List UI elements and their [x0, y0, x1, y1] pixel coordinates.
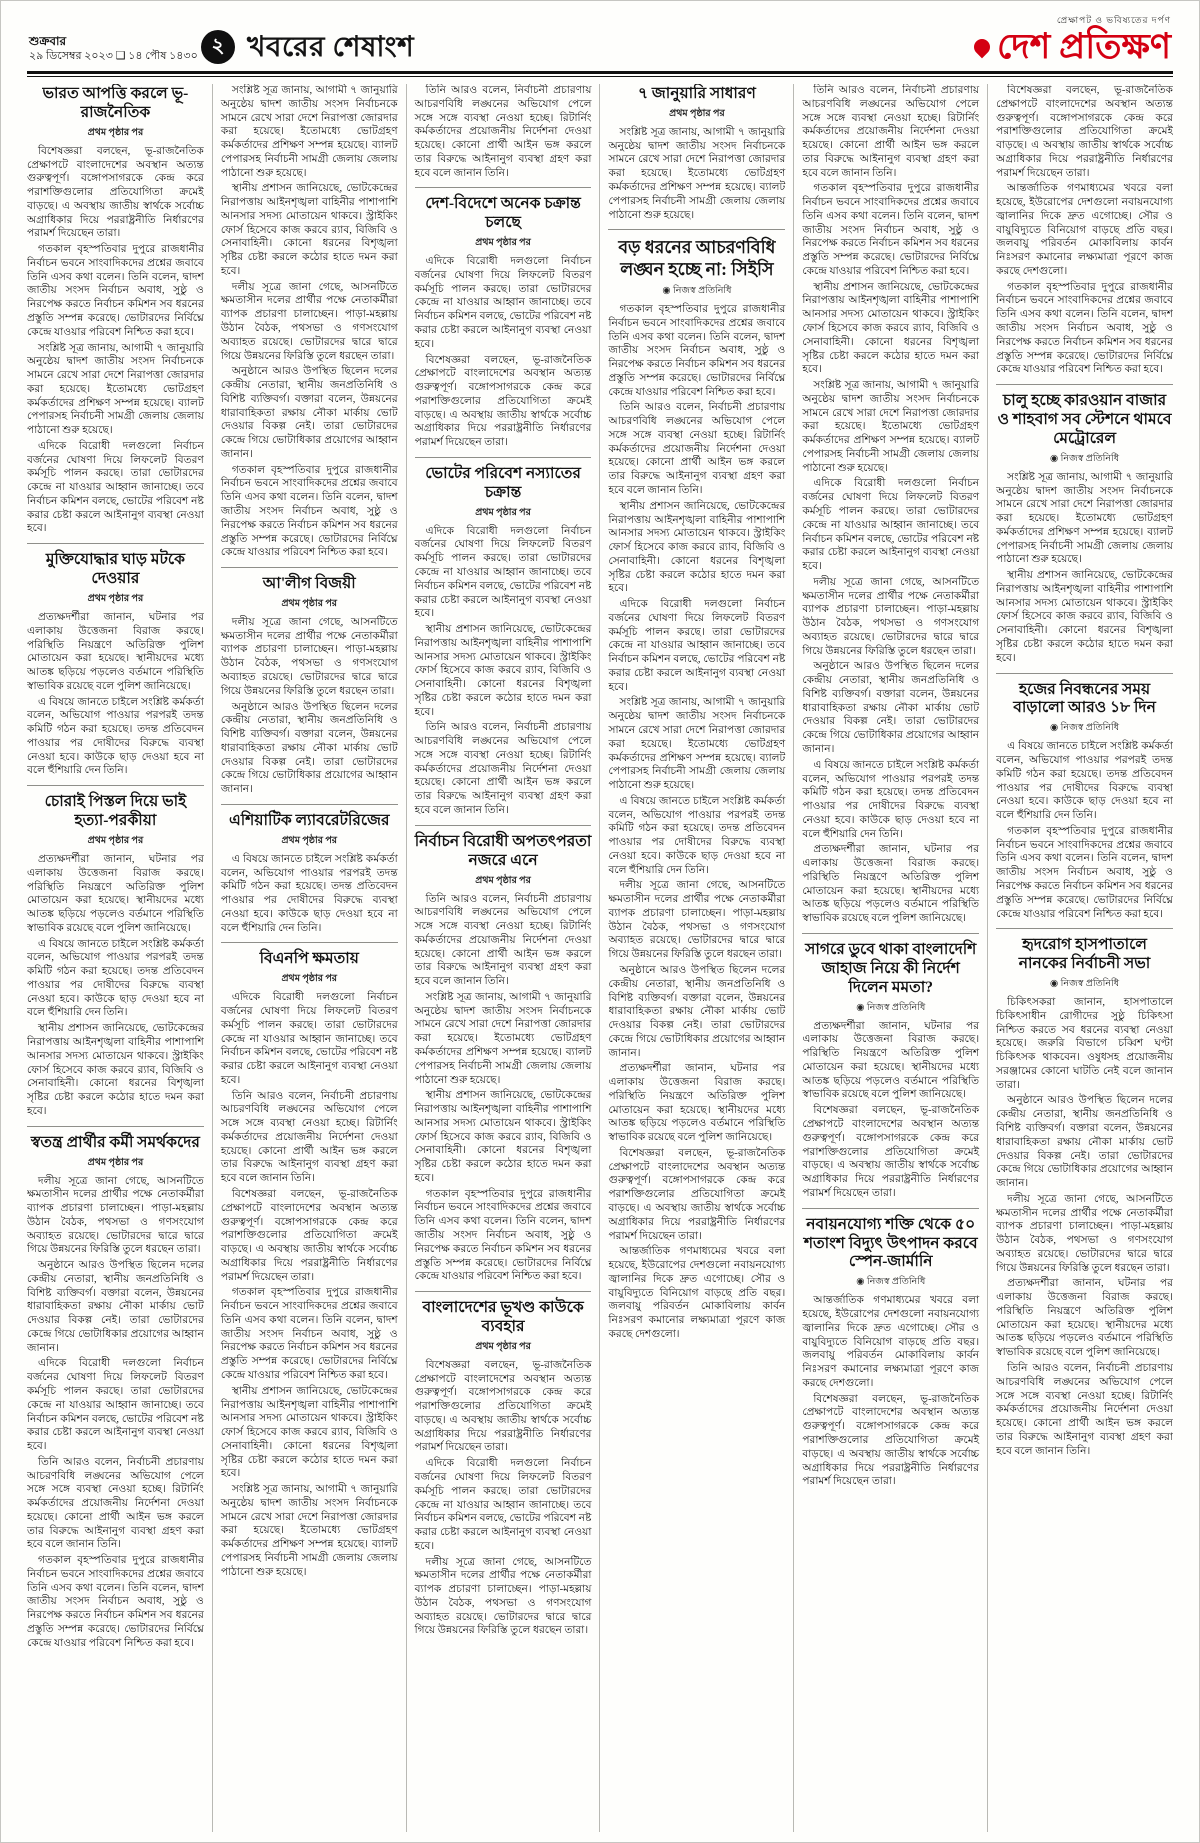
body-paragraph: তিনি আরও বলেন, নির্বাচনী প্রচারণায় আচরণবিধি লঙ্ঘনের অভিযোগ পেলে সঙ্গে সঙ্গে ব্যবস্থা নেওয়া হচ্ছে। রিটার্নিং কর্মকর্তাদের প্রয়োজনীয় নির্দেশনা দেওয়া হয়েছে। কোনো প্রার্থী আইন ভঙ্গ করলে তার বিরুদ্ধে আইনানুগ ব্যবস্থা গ্রহণ করা হবে বলে জানান তিনি।	[608, 402, 786, 496]
body-paragraph: চিকিৎসকরা জানান, হাসপাতালে চিকিৎসাধীন রোগীদের সুষ্ঠু চিকিৎসা নিশ্চিত করতে সব ধরনের ব্যবস্থা নেওয়া হয়েছে। জরুরি বিভাগে চব্বিশ ঘণ্টা চিকিৎসক থাকবেন। ওষুধসহ প্রয়োজনীয় সরঞ্জামের কোনো ঘাটতি নেই বলে জানান তারা।	[996, 997, 1173, 1091]
article	[608, 85, 785, 222]
column-5	[794, 84, 988, 1832]
body-paragraph: অনুষ্ঠানে আরও উপস্থিত ছিলেন দলের কেন্দ্রীয় নেতারা, স্থানীয় জনপ্রতিনিধি ও বিশিষ্ট ব্যক্তিবর্গ। বক্তারা বলেন, উন্নয়নের ধারাবাহিকতা রক্ষায় নৌকা মার্কায় ভোট দেওয়ার বিকল্প নেই। তারা ভোটারদের কেন্দ্রে গিয়ে ভোটাধিকার প্রয়োগের আহ্বান জানান।	[802, 661, 980, 755]
body-paragraph: দলীয় সূত্রে জানা গেছে, আসনটিতে ক্ষমতাসীন দলের প্রার্থীর পক্ষে নেতাকর্মীরা ব্যাপক প্রচারণা চালাচ্ছেন। পাড়া-মহল্লায় উঠান বৈঠক, পথসভা ও গণসংযোগ অব্যাহত রয়েছে। ভোটারদের দ্বারে দ্বারে গিয়ে উন্নয়নের ফিরিস্তি তুলে ধরছেন তারা।	[996, 1193, 1173, 1274]
body-paragraph: স্থানীয় প্রশাসন জানিয়েছে, ভোটকেন্দ্রের নিরাপত্তায় আইনশৃঙ্খলা বাহিনীর পাশাপাশি আনসার সদস্য মোতায়েন থাকবে। স্ট্রাইকিং ফোর্স হিসেবে কাজ করবে র‍্যাব, বিজিবি ও সেনাবাহিনী। কোনো ধরনের বিশৃঙ্খলা সৃষ্টির চেষ্টা করলে কঠোর হাতে দমন করা হবে।	[802, 281, 980, 376]
body-paragraph: সংশ্লিষ্ট সূত্র জানায়, আগামী ৭ জানুয়ারি অনুষ্ঠেয় দ্বাদশ জাতীয় সংসদ নির্বাচনকে সামনে রেখে সারা দেশে নিরাপত্তা জোরদার করা হয়েছে। ইতোমধ্যে ভোটগ্রহণ কর্মকর্তাদের প্রশিক্ষণ সম্পন্ন হয়েছে। ব্যালট পেপারসহ নির্বাচনী সামগ্রী জেলায় জেলায় পাঠানো শুরু হয়েছে।	[414, 991, 592, 1086]
body-paragraph: অনুষ্ঠানে আরও উপস্থিত ছিলেন দলের কেন্দ্রীয় নেতারা, স্থানীয় জনপ্রতিনিধি ও বিশিষ্ট ব্যক্তিবর্গ। বক্তারা বলেন, উন্নয়নের ধারাবাহিকতা রক্ষায় নৌকা মার্কায় ভোট দেওয়ার বিকল্প নেই। তারা ভোটারদের কেন্দ্রে গিয়ে ভোটাধিকার প্রয়োগের আহ্বান জানান।	[220, 701, 398, 796]
reporter-byline: ◉ নিজস্ব প্রতিনিধি	[662, 286, 732, 297]
article	[415, 187, 592, 450]
article-headline: আ'লীগ বিজয়ী	[262, 575, 356, 593]
body-paragraph: গতকাল বৃহস্পতিবার দুপুরে রাজধানীর নির্বাচন ভবনে সাংবাদিকদের প্রশ্নের জবাবে তিনি এসব কথা বলেন। তিনি বলেন, দ্বাদশ জাতীয় সংসদ নির্বাচন অবাধ, সুষ্ঠু ও নিরপেক্ষ করতে নির্বাচন কমিশন সব ধরনের প্রস্তুতি সম্পন্ন করেছে। ভোটারদের নির্বিঘ্নে কেন্দ্রে যাওয়ার পরিবেশ নিশ্চিত করা হবে।	[608, 304, 786, 398]
body-paragraph: বিশেষজ্ঞরা বলছেন, ভূ-রাজনৈতিক প্রেক্ষাপটে বাংলাদেশের অবস্থান অত্যন্ত গুরুত্বপূর্ণ। বঙ্গোপসাগরকে কেন্দ্র করে পরাশক্তিগুলোর প্রতিযোগিতা ক্রমেই বাড়ছে। এ অবস্থায় জাতীয় স্বার্থকে সর্বোচ্চ অগ্রাধিকার দিয়ে পররাষ্ট্রনীতি নির্ধারণের পরামর্শ দিয়েছেন তারা।	[414, 354, 592, 449]
body-paragraph: দলীয় সূত্রে জানা গেছে, আসনটিতে ক্ষমতাসীন দলের প্রার্থীর পক্ষে নেতাকর্মীরা ব্যাপক প্রচারণা চালাচ্ছেন। পাড়া-মহল্লায় উঠান বৈঠক, পথসভা ও গণসংযোগ অব্যাহত রয়েছে। ভোটারদের দ্বারে দ্বারে গিয়ে উন্নয়নের ফিরিস্তি তুলে ধরছেন তারা।	[220, 281, 398, 362]
page-number-badge: ২	[201, 30, 235, 64]
body-paragraph: বিশেষজ্ঞরা বলছেন, ভূ-রাজনৈতিক প্রেক্ষাপটে বাংলাদেশের অবস্থান অত্যন্ত গুরুত্বপূর্ণ। বঙ্গোপসাগরকে কেন্দ্র করে পরাশক্তিগুলোর প্রতিযোগিতা ক্রমেই বাড়ছে। এ অবস্থায় জাতীয় স্বার্থকে সর্বোচ্চ অগ্রাধিকার দিয়ে পররাষ্ট্রনীতি নির্ধারণের পরামর্শ দিয়েছেন তারা।	[996, 85, 1173, 179]
body-paragraph: সংশ্লিষ্ট সূত্র জানায়, আগামী ৭ জানুয়ারি অনুষ্ঠেয় দ্বাদশ জাতীয় সংসদ নির্বাচনকে সামনে রেখে সারা দেশে নিরাপত্তা জোরদার করা হয়েছে। ইতোমধ্যে ভোটগ্রহণ কর্মকর্তাদের প্রশিক্ষণ সম্পন্ন হয়েছে। ব্যালট পেপারসহ নির্বাচনী সামগ্রী জেলায় জেলায় পাঠানো শুরু হয়েছে।	[608, 697, 786, 792]
continuation-note: প্রথম পৃষ্ঠার পর	[87, 1157, 144, 1168]
body-paragraph: অনুষ্ঠানে আরও উপস্থিত ছিলেন দলের কেন্দ্রীয় নেতারা, স্থানীয় জনপ্রতিনিধি ও বিশিষ্ট ব্যক্তিবর্গ। বক্তারা বলেন, উন্নয়নের ধারাবাহিকতা রক্ষায় নৌকা মার্কায় ভোট দেওয়ার বিকল্প নেই। তারা ভোটারদের কেন্দ্রে গিয়ে ভোটাধিকার প্রয়োগের আহ্বান জানান।	[996, 1095, 1173, 1190]
body-paragraph: তিনি আরও বলেন, নির্বাচনী প্রচারণায় আচরণবিধি লঙ্ঘনের অভিযোগ পেলে সঙ্গে সঙ্গে ব্যবস্থা নেওয়া হচ্ছে। রিটার্নিং কর্মকর্তাদের প্রয়োজনীয় নির্দেশনা দেওয়া হয়েছে। কোনো প্রার্থী আইন ভঙ্গ করলে তার বিরুদ্ধে আইনানুগ ব্যবস্থা গ্রহণ করা হবে বলে জানান তিনি।	[996, 1363, 1173, 1457]
article	[802, 84, 979, 926]
body-paragraph: প্রত্যক্ষদর্শীরা জানান, ঘটনার পর এলাকায় উত্তেজনা বিরাজ করছে। পরিস্থিতি নিয়ন্ত্রণে অতিরিক্ত পুলিশ মোতায়েন করা হয়েছে। স্থানীয়দের মধ্যে আতঙ্ক ছড়িয়ে পড়লেও বর্তমানে পরিস্থিতি স্বাভাবিক রয়েছে বলে পুলিশ জানিয়েছে।	[802, 1020, 980, 1101]
body-paragraph: বিশেষজ্ঞরা বলছেন, ভূ-রাজনৈতিক প্রেক্ষাপটে বাংলাদেশের অবস্থান অত্যন্ত গুরুত্বপূর্ণ। বঙ্গোপসাগরকে কেন্দ্র করে পরাশক্তিগুলোর প্রতিযোগিতা ক্রমেই বাড়ছে। এ অবস্থায় জাতীয় স্বার্থকে সর্বোচ্চ অগ্রাধিকার দিয়ে পররাষ্ট্রনীতি নির্ধারণের পরামর্শ দিয়েছেন তারা।	[802, 1393, 980, 1488]
article	[415, 84, 592, 180]
continuation-note: প্রথম পৃষ্ঠার পর	[475, 875, 531, 886]
body-paragraph: এ বিষয়ে জানতে চাইলে সংশ্লিষ্ট কর্মকর্তা বলেন, অভিযোগ পাওয়ার পরপরই তদন্ত কমিটি গঠন করা হয়েছে। তদন্ত প্রতিবেদন পাওয়ার পর দোষীদের বিরুদ্ধে ব্যবস্থা নেওয়া হবে। কাউকে ছাড় দেওয়া হবে না বলে হুঁশিয়ারি দেন তিনি।	[220, 853, 398, 934]
reporter-byline: ◉ নিজস্ব প্রতিনিধি	[1050, 979, 1120, 990]
continuation-note: প্রথম পৃষ্ঠার পর	[281, 974, 338, 985]
brand-block	[974, 13, 1171, 64]
columns	[27, 84, 1173, 1832]
article	[221, 804, 398, 936]
body-paragraph: তিনি আরও বলেন, নির্বাচনী প্রচারণায় আচরণবিধি লঙ্ঘনের অভিযোগ পেলে সঙ্গে সঙ্গে ব্যবস্থা নেওয়া হচ্ছে। রিটার্নিং কর্মকর্তাদের প্রয়োজনীয় নির্দেশনা দেওয়া হয়েছে। কোনো প্রার্থী আইন ভঙ্গ করলে তার বিরুদ্ধে আইনানুগ ব্যবস্থা গ্রহণ করা হবে বলে জানান তিনি।	[414, 85, 592, 179]
body-paragraph: তিনি আরও বলেন, নির্বাচনী প্রচারণায় আচরণবিধি লঙ্ঘনের অভিযোগ পেলে সঙ্গে সঙ্গে ব্যবস্থা নেওয়া হচ্ছে। রিটার্নিং কর্মকর্তাদের প্রয়োজনীয় নির্দেশনা দেওয়া হয়েছে। কোনো প্রার্থী আইন ভঙ্গ করলে তার বিরুদ্ধে আইনানুগ ব্যবস্থা গ্রহণ করা হবে বলে জানান তিনি।	[27, 1456, 204, 1551]
column-3	[407, 84, 601, 1832]
body-paragraph: এ বিষয়ে জানতে চাইলে সংশ্লিষ্ট কর্মকর্তা বলেন, অভিযোগ পাওয়ার পরপরই তদন্ত কমিটি গঠন করা হয়েছে। তদন্ত প্রতিবেদন পাওয়ার পর দোষীদের বিরুদ্ধে ব্যবস্থা নেওয়া হবে। কাউকে ছাড় দেওয়া হবে না বলে হুঁশিয়ারি দেন তিনি।	[802, 759, 980, 840]
body-paragraph: বিশেষজ্ঞরা বলছেন, ভূ-রাজনৈতিক প্রেক্ষাপটে বাংলাদেশের অবস্থান অত্যন্ত গুরুত্বপূর্ণ। বঙ্গোপসাগরকে কেন্দ্র করে পরাশক্তিগুলোর প্রতিযোগিতা ক্রমেই বাড়ছে। এ অবস্থায় জাতীয় স্বার্থকে সর্বোচ্চ অগ্রাধিকার দিয়ে পররাষ্ট্রনীতি নির্ধারণের পরামর্শ দিয়েছেন তারা।	[608, 1147, 786, 1242]
article	[996, 928, 1173, 1458]
body-paragraph: প্রত্যক্ষদর্শীরা জানান, ঘটনার পর এলাকায় উত্তেজনা বিরাজ করছে। পরিস্থিতি নিয়ন্ত্রণে অতিরিক্ত পুলিশ মোতায়েন করা হয়েছে। স্থানীয়দের মধ্যে আতঙ্ক ছড়িয়ে পড়লেও বর্তমানে পরিস্থিতি স্বাভাবিক রয়েছে বলে পুলিশ জানিয়েছে।	[996, 1278, 1173, 1359]
reporter-byline: ◉ নিজস্ব প্রতিনিধি	[1050, 723, 1120, 734]
body-paragraph: অনুষ্ঠানে আরও উপস্থিত ছিলেন দলের কেন্দ্রীয় নেতারা, স্থানীয় জনপ্রতিনিধি ও বিশিষ্ট ব্যক্তিবর্গ। বক্তারা বলেন, উন্নয়নের ধারাবাহিকতা রক্ষায় নৌকা মার্কায় ভোট দেওয়ার বিকল্প নেই। তারা ভোটারদের কেন্দ্রে গিয়ে ভোটাধিকার প্রয়োগের আহ্বান জানান।	[608, 965, 786, 1059]
body-paragraph: সংশ্লিষ্ট সূত্র জানায়, আগামী ৭ জানুয়ারি অনুষ্ঠেয় দ্বাদশ জাতীয় সংসদ নির্বাচনকে সামনে রেখে সারা দেশে নিরাপত্তা জোরদার করা হয়েছে। ইতোমধ্যে ভোটগ্রহণ কর্মকর্তাদের প্রশিক্ষণ সম্পন্ন হয়েছে। ব্যালট পেপারসহ নির্বাচনী সামগ্রী জেলায় জেলায় পাঠানো শুরু হয়েছে।	[220, 85, 398, 179]
weekday-label: শুক্রবার	[29, 33, 67, 48]
body-paragraph: স্থানীয় প্রশাসন জানিয়েছে, ভোটকেন্দ্রের নিরাপত্তায় আইনশৃঙ্খলা বাহিনীর পাশাপাশি আনসার সদস্য মোতায়েন থাকবে। স্ট্রাইকিং ফোর্স হিসেবে কাজ করবে র‍্যাব, বিজিবি ও সেনাবাহিনী। কোনো ধরনের বিশৃঙ্খলা সৃষ্টির চেষ্টা করলে কঠোর হাতে দমন করা হবে।	[27, 1023, 204, 1117]
body-paragraph: গতকাল বৃহস্পতিবার দুপুরে রাজধানীর নির্বাচন ভবনে সাংবাদিকদের প্রশ্নের জবাবে তিনি এসব কথা বলেন। তিনি বলেন, দ্বাদশ জাতীয় সংসদ নির্বাচন অবাধ, সুষ্ঠু ও নিরপেক্ষ করতে নির্বাচন কমিশন সব ধরনের প্রস্তুতি সম্পন্ন করেছে। ভোটারদের নির্বিঘ্নে কেন্দ্রে যাওয়ার পরিবেশ নিশ্চিত করা হবে।	[414, 1188, 592, 1283]
continuation-note: প্রথম পৃষ্ঠার পর	[87, 594, 144, 605]
body-paragraph: স্থানীয় প্রশাসন জানিয়েছে, ভোটকেন্দ্রের নিরাপত্তায় আইনশৃঙ্খলা বাহিনীর পাশাপাশি আনসার সদস্য মোতায়েন থাকবে। স্ট্রাইকিং ফোর্স হিসেবে কাজ করবে র‍্যাব, বিজিবি ও সেনাবাহিনী। কোনো ধরনের বিশৃঙ্খলা সৃষ্টির চেষ্টা করলে কঠোর হাতে দমন করা হবে।	[414, 624, 592, 718]
body-paragraph: দলীয় সূত্রে জানা গেছে, আসনটিতে ক্ষমতাসীন দলের প্রার্থীর পক্ষে নেতাকর্মীরা ব্যাপক প্রচারণা চালাচ্ছেন। পাড়া-মহল্লায় উঠান বৈঠক, পথসভা ও গণসংযোগ অব্যাহত রয়েছে। ভোটারদের দ্বারে দ্বারে গিয়ে উন্নয়নের ফিরিস্তি তুলে ধরছেন তারা।	[27, 1175, 204, 1256]
brand-name: দেশ প্রতিক্ষণ	[997, 27, 1171, 66]
article	[415, 457, 592, 818]
body-paragraph: প্রত্যক্ষদর্শীরা জানান, ঘটনার পর এলাকায় উত্তেজনা বিরাজ করছে। পরিস্থিতি নিয়ন্ত্রণে অতিরিক্ত পুলিশ মোতায়েন করা হয়েছে। স্থানীয়দের মধ্যে আতঙ্ক ছড়িয়ে পড়লেও বর্তমানে পরিস্থিতি স্বাভাবিক রয়েছে বলে পুলিশ জানিয়েছে।	[27, 854, 204, 934]
continuation-note: প্রথম পৃষ্ঠার পর	[87, 836, 144, 847]
column-1	[27, 84, 213, 1832]
body-paragraph: এদিকে বিরোধী দলগুলো নির্বাচন বর্জনের ঘোষণা দিয়ে লিফলেট বিতরণ কর্মসূচি পালন করছে। তারা ভোটারদের কেন্দ্রে না যাওয়ার আহ্বান জানাচ্ছে। তবে নির্বাচন কমিশন বলছে, ভোটের পরিবেশ নষ্ট করার চেষ্টা করলে আইনানুগ ব্যবস্থা নেওয়া হবে।	[27, 1358, 204, 1453]
article	[802, 1208, 979, 1489]
continuation-note: প্রথম পৃষ্ঠার পর	[475, 507, 531, 518]
body-paragraph: গতকাল বৃহস্পতিবার দুপুরে রাজধানীর নির্বাচন ভবনে সাংবাদিকদের প্রশ্নের জবাবে তিনি এসব কথা বলেন। তিনি বলেন, দ্বাদশ জাতীয় সংসদ নির্বাচন অবাধ, সুষ্ঠু ও নিরপেক্ষ করতে নির্বাচন কমিশন সব ধরনের প্রস্তুতি সম্পন্ন করেছে। ভোটারদের নির্বিঘ্নে কেন্দ্রে যাওয়ার পরিবেশ নিশ্চিত করা হবে।	[802, 183, 980, 277]
article-headline: চোরাই পিস্তল দিয়ে ভাই হত্যা-পরকীয়া	[44, 793, 187, 830]
body-paragraph: এদিকে বিরোধী দলগুলো নির্বাচন বর্জনের ঘোষণা দিয়ে লিফলেট বিতরণ কর্মসূচি পালন করছে। তারা ভোটারদের কেন্দ্রে না যাওয়ার আহ্বান জানাচ্ছে। তবে নির্বাচন কমিশন বলছে, ভোটের পরিবেশ নষ্ট করার চেষ্টা করলে আইনানুগ ব্যবস্থা নেওয়া হবে।	[414, 256, 592, 350]
article	[221, 942, 398, 1579]
continuation-note: প্রথম পৃষ্ঠার পর	[87, 127, 144, 138]
reporter-byline: ◉ নিজস্ব প্রতিনিধি	[1050, 453, 1120, 464]
article-headline: হজের নিবন্ধনের সময় বাড়ালো আরও ১৮ দিন	[1013, 680, 1156, 717]
body-paragraph: স্থানীয় প্রশাসন জানিয়েছে, ভোটকেন্দ্রের নিরাপত্তায় আইনশৃঙ্খলা বাহিনীর পাশাপাশি আনসার সদস্য মোতায়েন থাকবে। স্ট্রাইকিং ফোর্স হিসেবে কাজ করবে র‍্যাব, বিজিবি ও সেনাবাহিনী। কোনো ধরনের বিশৃঙ্খলা সৃষ্টির চেষ্টা করলে কঠোর হাতে দমন করা হবে।	[608, 500, 786, 595]
body-paragraph: স্থানীয় প্রশাসন জানিয়েছে, ভোটকেন্দ্রের নিরাপত্তায় আইনশৃঙ্খলা বাহিনীর পাশাপাশি আনসার সদস্য মোতায়েন থাকবে। স্ট্রাইকিং ফোর্স হিসেবে কাজ করবে র‍্যাব, বিজিবি ও সেনাবাহিনী। কোনো ধরনের বিশৃঙ্খলা সৃষ্টির চেষ্টা করলে কঠোর হাতে দমন করা হবে।	[414, 1090, 592, 1184]
body-paragraph: গতকাল বৃহস্পতিবার দুপুরে রাজধানীর নির্বাচন ভবনে সাংবাদিকদের প্রশ্নের জবাবে তিনি এসব কথা বলেন। তিনি বলেন, দ্বাদশ জাতীয় সংসদ নির্বাচন অবাধ, সুষ্ঠু ও নিরপেক্ষ করতে নির্বাচন কমিশন সব ধরনের প্রস্তুতি সম্পন্ন করেছে। ভোটারদের নির্বিঘ্নে কেন্দ্রে যাওয়ার পরিবেশ নিশ্চিত করা হবে।	[220, 1287, 398, 1381]
body-paragraph: তিনি আরও বলেন, নির্বাচনী প্রচারণায় আচরণবিধি লঙ্ঘনের অভিযোগ পেলে সঙ্গে সঙ্গে ব্যবস্থা নেওয়া হচ্ছে। রিটার্নিং কর্মকর্তাদের প্রয়োজনীয় নির্দেশনা দেওয়া হয়েছে। কোনো প্রার্থী আইন ভঙ্গ করলে তার বিরুদ্ধে আইনানুগ ব্যবস্থা গ্রহণ করা হবে বলে জানান তিনি।	[414, 722, 592, 817]
article	[27, 1126, 204, 1651]
body-paragraph: এ বিষয়ে জানতে চাইলে সংশ্লিষ্ট কর্মকর্তা বলেন, অভিযোগ পাওয়ার পরপরই তদন্ত কমিটি গঠন করা হয়েছে। তদন্ত প্রতিবেদন পাওয়ার পর দোষীদের বিরুদ্ধে ব্যবস্থা নেওয়া হবে। কাউকে ছাড় দেওয়া হবে না বলে হুঁশিয়ারি দেন তিনি।	[27, 938, 204, 1019]
body-paragraph: প্রত্যক্ষদর্শীরা জানান, ঘটনার পর এলাকায় উত্তেজনা বিরাজ করছে। পরিস্থিতি নিয়ন্ত্রণে অতিরিক্ত পুলিশ মোতায়েন করা হয়েছে। স্থানীয়দের মধ্যে আতঙ্ক ছড়িয়ে পড়লেও বর্তমানে পরিস্থিতি স্বাভাবিক রয়েছে বলে পুলিশ জানিয়েছে।	[608, 1063, 786, 1144]
body-paragraph: স্থানীয় প্রশাসন জানিয়েছে, ভোটকেন্দ্রের নিরাপত্তায় আইনশৃঙ্খলা বাহিনীর পাশাপাশি আনসার সদস্য মোতায়েন থাকবে। স্ট্রাইকিং ফোর্স হিসেবে কাজ করবে র‍্যাব, বিজিবি ও সেনাবাহিনী। কোনো ধরনের বিশৃঙ্খলা সৃষ্টির চেষ্টা করলে কঠোর হাতে দমন করা হবে।	[996, 570, 1173, 664]
article-headline: চালু হচ্ছে কারওয়ান বাজার ও শাহবাগ সব স্টেশনে থামবে মেট্রোরেল	[997, 392, 1172, 447]
article-headline: নবায়নযোগ্য শক্তি থেকে ৫০ শতাংশ বিদ্যুৎ উৎপাদন করবে স্পেন-জার্মানি	[803, 1215, 978, 1271]
article	[27, 785, 204, 1118]
column-4	[600, 84, 794, 1832]
continuation-note: প্রথম পৃষ্ঠার পর	[281, 598, 338, 609]
article-headline: ভারত আপত্তি করলে ভূ-রাজনৈতিক	[42, 85, 189, 121]
body-paragraph: তিনি আরও বলেন, নির্বাচনী প্রচারণায় আচরণবিধি লঙ্ঘনের অভিযোগ পেলে সঙ্গে সঙ্গে ব্যবস্থা নেওয়া হচ্ছে। রিটার্নিং কর্মকর্তাদের প্রয়োজনীয় নির্দেশনা দেওয়া হয়েছে। কোনো প্রার্থী আইন ভঙ্গ করলে তার বিরুদ্ধে আইনানুগ ব্যবস্থা গ্রহণ করা হবে বলে জানান তিনি।	[802, 85, 980, 179]
column-2	[213, 84, 407, 1832]
article-headline: বাংলাদেশের ভূখণ্ড কাউকে ব্যবহার	[422, 1299, 584, 1335]
body-paragraph: সংশ্লিষ্ট সূত্র জানায়, আগামী ৭ জানুয়ারি অনুষ্ঠেয় দ্বাদশ জাতীয় সংসদ নির্বাচনকে সামনে রেখে সারা দেশে নিরাপত্তা জোরদার করা হয়েছে। ইতোমধ্যে ভোটগ্রহণ কর্মকর্তাদের প্রশিক্ষণ সম্পন্ন হয়েছে। ব্যালট পেপারসহ নির্বাচনী সামগ্রী জেলায় জেলায় পাঠানো শুরু হয়েছে।	[608, 126, 786, 221]
article-headline: নির্বাচন বিরোধী অপতৎপরতা নজরে এনে	[414, 832, 592, 869]
article-headline: এশিয়াটিক ল্যাবরেটরিজের	[228, 811, 390, 829]
body-paragraph: এদিকে বিরোধী দলগুলো নির্বাচন বর্জনের ঘোষণা দিয়ে লিফলেট বিতরণ কর্মসূচি পালন করছে। তারা ভোটারদের কেন্দ্রে না যাওয়ার আহ্বান জানাচ্ছে। তবে নির্বাচন কমিশন বলছে, ভোটের পরিবেশ নষ্ট করার চেষ্টা করলে আইনানুগ ব্যবস্থা নেওয়া হবে।	[414, 525, 592, 620]
masthead-rule-light	[27, 76, 1173, 77]
body-paragraph: সংশ্লিষ্ট সূত্র জানায়, আগামী ৭ জানুয়ারি অনুষ্ঠেয় দ্বাদশ জাতীয় সংসদ নির্বাচনকে সামনে রেখে সারা দেশে নিরাপত্তা জোরদার করা হয়েছে। ইতোমধ্যে ভোটগ্রহণ কর্মকর্তাদের প্রশিক্ষণ সম্পন্ন হয়েছে। ব্যালট পেপারসহ নির্বাচনী সামগ্রী জেলায় জেলায় পাঠানো শুরু হয়েছে।	[996, 471, 1173, 566]
body-paragraph: এ বিষয়ে জানতে চাইলে সংশ্লিষ্ট কর্মকর্তা বলেন, অভিযোগ পাওয়ার পরপরই তদন্ত কমিটি গঠন করা হয়েছে। তদন্ত প্রতিবেদন পাওয়ার পর দোষীদের বিরুদ্ধে ব্যবস্থা নেওয়া হবে। কাউকে ছাড় দেওয়া হবে না বলে হুঁশিয়ারি দেন তিনি।	[608, 795, 786, 876]
body-paragraph: প্রত্যক্ষদর্শীরা জানান, ঘটনার পর এলাকায় উত্তেজনা বিরাজ করছে। পরিস্থিতি নিয়ন্ত্রণে অতিরিক্ত পুলিশ মোতায়েন করা হয়েছে। স্থানীয়দের মধ্যে আতঙ্ক ছড়িয়ে পড়লেও বর্তমানে পরিস্থিতি স্বাভাবিক রয়েছে বলে পুলিশ জানিয়েছে।	[27, 612, 204, 692]
body-paragraph: বিশেষজ্ঞরা বলছেন, ভূ-রাজনৈতিক প্রেক্ষাপটে বাংলাদেশের অবস্থান অত্যন্ত গুরুত্বপূর্ণ। বঙ্গোপসাগরকে কেন্দ্র করে পরাশক্তিগুলোর প্রতিযোগিতা ক্রমেই বাড়ছে। এ অবস্থায় জাতীয় স্বার্থকে সর্বোচ্চ অগ্রাধিকার দিয়ে পররাষ্ট্রনীতি নির্ধারণের পরামর্শ দিয়েছেন তারা।	[802, 1105, 980, 1199]
body-paragraph: গতকাল বৃহস্পতিবার দুপুরে রাজধানীর নির্বাচন ভবনে সাংবাদিকদের প্রশ্নের জবাবে তিনি এসব কথা বলেন। তিনি বলেন, দ্বাদশ জাতীয় সংসদ নির্বাচন অবাধ, সুষ্ঠু ও নিরপেক্ষ করতে নির্বাচন কমিশন সব ধরনের প্রস্তুতি সম্পন্ন করেছে। ভোটারদের নির্বিঘ্নে কেন্দ্রে যাওয়ার পরিবেশ নিশ্চিত করা হবে।	[27, 244, 204, 338]
reporter-byline: ◉ নিজস্ব প্রতিনিধি	[856, 1002, 926, 1013]
column-6	[988, 84, 1173, 1832]
article-headline: হৃদরোগ হাসপাতালে নানকের নির্বাচনী সভা	[1018, 936, 1151, 973]
continuation-note: প্রথম পৃষ্ঠার পর	[281, 835, 338, 846]
body-paragraph: সংশ্লিষ্ট সূত্র জানায়, আগামী ৭ জানুয়ারি অনুষ্ঠেয় দ্বাদশ জাতীয় সংসদ নির্বাচনকে সামনে রেখে সারা দেশে নিরাপত্তা জোরদার করা হয়েছে। ইতোমধ্যে ভোটগ্রহণ কর্মকর্তাদের প্রশিক্ষণ সম্পন্ন হয়েছে। ব্যালট পেপারসহ নির্বাচনী সামগ্রী জেলায় জেলায় পাঠানো শুরু হয়েছে।	[27, 342, 204, 437]
body-paragraph: গতকাল বৃহস্পতিবার দুপুরে রাজধানীর নির্বাচন ভবনে সাংবাদিকদের প্রশ্নের জবাবে তিনি এসব কথা বলেন। তিনি বলেন, দ্বাদশ জাতীয় সংসদ নির্বাচন অবাধ, সুষ্ঠু ও নিরপেক্ষ করতে নির্বাচন কমিশন সব ধরনের প্রস্তুতি সম্পন্ন করেছে। ভোটারদের নির্বিঘ্নে কেন্দ্রে যাওয়ার পরিবেশ নিশ্চিত করা হবে।	[27, 1555, 204, 1649]
masthead-rule-heavy	[27, 71, 1173, 74]
body-paragraph: অনুষ্ঠানে আরও উপস্থিত ছিলেন দলের কেন্দ্রীয় নেতারা, স্থানীয় জনপ্রতিনিধি ও বিশিষ্ট ব্যক্তিবর্গ। বক্তারা বলেন, উন্নয়নের ধারাবাহিকতা রক্ষায় নৌকা মার্কায় ভোট দেওয়ার বিকল্প নেই। তারা ভোটারদের কেন্দ্রে গিয়ে ভোটাধিকার প্রয়োগের আহ্বান জানান।	[220, 366, 398, 460]
body-paragraph: এদিকে বিরোধী দলগুলো নির্বাচন বর্জনের ঘোষণা দিয়ে লিফলেট বিতরণ কর্মসূচি পালন করছে। তারা ভোটারদের কেন্দ্রে না যাওয়ার আহ্বান জানাচ্ছে। তবে নির্বাচন কমিশন বলছে, ভোটের পরিবেশ নষ্ট করার চেষ্টা করলে আইনানুগ ব্যবস্থা নেওয়া হবে।	[27, 440, 204, 535]
article	[996, 384, 1173, 665]
article-headline: মুক্তিযোদ্ধার ঘাড় মটকে দেওয়ার	[45, 551, 185, 588]
continuation-note: প্রথম পৃষ্ঠার পর	[669, 108, 725, 119]
body-paragraph: এদিকে বিরোধী দলগুলো নির্বাচন বর্জনের ঘোষণা দিয়ে লিফলেট বিতরণ কর্মসূচি পালন করছে। তারা ভোটারদের কেন্দ্রে না যাওয়ার আহ্বান জানাচ্ছে। তবে নির্বাচন কমিশন বলছে, ভোটের পরিবেশ নষ্ট করার চেষ্টা করলে আইনানুগ ব্যবস্থা নেওয়া হবে।	[608, 599, 786, 693]
masthead	[27, 11, 1173, 71]
body-paragraph: এ বিষয়ে জানতে চাইলে সংশ্লিষ্ট কর্মকর্তা বলেন, অভিযোগ পাওয়ার পরপরই তদন্ত কমিটি গঠন করা হয়েছে। তদন্ত প্রতিবেদন পাওয়ার পর দোষীদের বিরুদ্ধে ব্যবস্থা নেওয়া হবে। কাউকে ছাড় দেওয়া হবে না বলে হুঁশিয়ারি দেন তিনি।	[996, 741, 1173, 822]
article-headline: বিএনপি ক্ষমতায়	[259, 950, 359, 968]
article-headline: সাগরে ডুবে থাকা বাংলাদেশি জাহাজ নিয়ে কী নির্দেশ দিলেন মমতা?	[805, 940, 977, 996]
body-paragraph: এদিকে বিরোধী দলগুলো নির্বাচন বর্জনের ঘোষণা দিয়ে লিফলেট বিতরণ কর্মসূচি পালন করছে। তারা ভোটারদের কেন্দ্রে না যাওয়ার আহ্বান জানাচ্ছে। তবে নির্বাচন কমিশন বলছে, ভোটের পরিবেশ নষ্ট করার চেষ্টা করলে আইনানুগ ব্যবস্থা নেওয়া হবে।	[802, 478, 980, 573]
body-paragraph: সংশ্লিষ্ট সূত্র জানায়, আগামী ৭ জানুয়ারি অনুষ্ঠেয় দ্বাদশ জাতীয় সংসদ নির্বাচনকে সামনে রেখে সারা দেশে নিরাপত্তা জোরদার করা হয়েছে। ইতোমধ্যে ভোটগ্রহণ কর্মকর্তাদের প্রশিক্ষণ সম্পন্ন হয়েছে। ব্যালট পেপারসহ নির্বাচনী সামগ্রী জেলায় জেলায় পাঠানো শুরু হয়েছে।	[220, 1484, 398, 1578]
article	[996, 84, 1173, 377]
article-headline: ৭ জানুয়ারি সাধারণ	[637, 85, 756, 102]
article	[27, 85, 204, 536]
body-paragraph: বিশেষজ্ঞরা বলছেন, ভূ-রাজনৈতিক প্রেক্ষাপটে বাংলাদেশের অবস্থান অত্যন্ত গুরুত্বপূর্ণ। বঙ্গোপসাগরকে কেন্দ্র করে পরাশক্তিগুলোর প্রতিযোগিতা ক্রমেই বাড়ছে। এ অবস্থায় জাতীয় স্বার্থকে সর্বোচ্চ অগ্রাধিকার দিয়ে পররাষ্ট্রনীতি নির্ধারণের পরামর্শ দিয়েছেন তারা।	[27, 145, 204, 240]
date-block	[29, 33, 199, 64]
body-paragraph: দলীয় সূত্রে জানা গেছে, আসনটিতে ক্ষমতাসীন দলের প্রার্থীর পক্ষে নেতাকর্মীরা ব্যাপক প্রচারণা চালাচ্ছেন। পাড়া-মহল্লায় উঠান বৈঠক, পথসভা ও গণসংযোগ অব্যাহত রয়েছে। ভোটারদের দ্বারে দ্বারে গিয়ে উন্নয়নের ফিরিস্তি তুলে ধরছেন তারা।	[608, 880, 786, 961]
brand-mark-icon	[971, 35, 994, 58]
brand-tagline: প্রেক্ষাপট ও ভবিষ্যতের দর্পণ	[1056, 15, 1171, 25]
article	[221, 84, 398, 560]
body-paragraph: গতকাল বৃহস্পতিবার দুপুরে রাজধানীর নির্বাচন ভবনে সাংবাদিকদের প্রশ্নের জবাবে তিনি এসব কথা বলেন। তিনি বলেন, দ্বাদশ জাতীয় সংসদ নির্বাচন অবাধ, সুষ্ঠু ও নিরপেক্ষ করতে নির্বাচন কমিশন সব ধরনের প্রস্তুতি সম্পন্ন করেছে। ভোটারদের নির্বিঘ্নে কেন্দ্রে যাওয়ার পরিবেশ নিশ্চিত করা হবে।	[996, 281, 1173, 376]
body-paragraph: আন্তর্জাতিক গণমাধ্যমের খবরে বলা হয়েছে, ইউরোপের দেশগুলো নবায়নযোগ্য জ্বালানির দিকে দ্রুত এগোচ্ছে। সৌর ও বায়ুবিদ্যুতে বিনিয়োগ বাড়ছে প্রতি বছর। জলবায়ু পরিবর্তন মোকাবিলায় কার্বন নিঃসরণ কমানোর লক্ষ্যমাত্রা পূরণে কাজ করছে দেশগুলো।	[608, 1246, 786, 1340]
article	[27, 543, 204, 778]
body-paragraph: এ বিষয়ে জানতে চাইলে সংশ্লিষ্ট কর্মকর্তা বলেন, অভিযোগ পাওয়ার পরপরই তদন্ত কমিটি গঠন করা হয়েছে। তদন্ত প্রতিবেদন পাওয়ার পর দোষীদের বিরুদ্ধে ব্যবস্থা নেওয়া হবে। কাউকে ছাড় দেওয়া হবে না বলে হুঁশিয়ারি দেন তিনি।	[27, 696, 204, 777]
body-paragraph: বিশেষজ্ঞরা বলছেন, ভূ-রাজনৈতিক প্রেক্ষাপটে বাংলাদেশের অবস্থান অত্যন্ত গুরুত্বপূর্ণ। বঙ্গোপসাগরকে কেন্দ্র করে পরাশক্তিগুলোর প্রতিযোগিতা ক্রমেই বাড়ছে। এ অবস্থায় জাতীয় স্বার্থকে সর্বোচ্চ অগ্রাধিকার দিয়ে পররাষ্ট্রনীতি নির্ধারণের পরামর্শ দিয়েছেন তারা।	[220, 1189, 398, 1283]
article-headline: স্বতন্ত্র প্রার্থীর কর্মী সমর্থকদের	[30, 1133, 200, 1151]
body-paragraph: তিনি আরও বলেন, নির্বাচনী প্রচারণায় আচরণবিধি লঙ্ঘনের অভিযোগ পেলে সঙ্গে সঙ্গে ব্যবস্থা নেওয়া হচ্ছে। রিটার্নিং কর্মকর্তাদের প্রয়োজনীয় নির্দেশনা দেওয়া হয়েছে। কোনো প্রার্থী আইন ভঙ্গ করলে তার বিরুদ্ধে আইনানুগ ব্যবস্থা গ্রহণ করা হবে বলে জানান তিনি।	[220, 1090, 398, 1185]
body-paragraph: স্থানীয় প্রশাসন জানিয়েছে, ভোটকেন্দ্রের নিরাপত্তায় আইনশৃঙ্খলা বাহিনীর পাশাপাশি আনসার সদস্য মোতায়েন থাকবে। স্ট্রাইকিং ফোর্স হিসেবে কাজ করবে র‍্যাব, বিজিবি ও সেনাবাহিনী। কোনো ধরনের বিশৃঙ্খলা সৃষ্টির চেষ্টা করলে কঠোর হাতে দমন করা হবে।	[220, 183, 398, 277]
body-paragraph: তিনি আরও বলেন, নির্বাচনী প্রচারণায় আচরণবিধি লঙ্ঘনের অভিযোগ পেলে সঙ্গে সঙ্গে ব্যবস্থা নেওয়া হচ্ছে। রিটার্নিং কর্মকর্তাদের প্রয়োজনীয় নির্দেশনা দেওয়া হয়েছে। কোনো প্রার্থী আইন ভঙ্গ করলে তার বিরুদ্ধে আইনানুগ ব্যবস্থা গ্রহণ করা হবে বলে জানান তিনি।	[414, 893, 592, 988]
article	[415, 1291, 592, 1638]
body-paragraph: প্রত্যক্ষদর্শীরা জানান, ঘটনার পর এলাকায় উত্তেজনা বিরাজ করছে। পরিস্থিতি নিয়ন্ত্রণে অতিরিক্ত পুলিশ মোতায়েন করা হয়েছে। স্থানীয়দের মধ্যে আতঙ্ক ছড়িয়ে পড়লেও বর্তমানে পরিস্থিতি স্বাভাবিক রয়েছে বলে পুলিশ জানিয়েছে।	[802, 844, 980, 925]
article-headline: ভোটের পরিবেশ নস্যাতের চক্রান্ত	[425, 464, 581, 501]
section-title: খবরের শেষাংশ	[247, 32, 415, 63]
body-paragraph: দলীয় সূত্রে জানা গেছে, আসনটিতে ক্ষমতাসীন দলের প্রার্থীর পক্ষে নেতাকর্মীরা ব্যাপক প্রচারণা চালাচ্ছেন। পাড়া-মহল্লায় উঠান বৈঠক, পথসভা ও গণসংযোগ অব্যাহত রয়েছে। ভোটারদের দ্বারে দ্বারে গিয়ে উন্নয়নের ফিরিস্তি তুলে ধরছেন তারা।	[802, 576, 980, 657]
body-paragraph: আন্তর্জাতিক গণমাধ্যমের খবরে বলা হয়েছে, ইউরোপের দেশগুলো নবায়নযোগ্য জ্বালানির দিকে দ্রুত এগোচ্ছে। সৌর ও বায়ুবিদ্যুতে বিনিয়োগ বাড়ছে প্রতি বছর। জলবায়ু পরিবর্তন মোকাবিলায় কার্বন নিঃসরণ কমানোর লক্ষ্যমাত্রা পূরণে কাজ করছে দেশগুলো।	[996, 183, 1173, 277]
body-paragraph: বিশেষজ্ঞরা বলছেন, ভূ-রাজনৈতিক প্রেক্ষাপটে বাংলাদেশের অবস্থান অত্যন্ত গুরুত্বপূর্ণ। বঙ্গোপসাগরকে কেন্দ্র করে পরাশক্তিগুলোর প্রতিযোগিতা ক্রমেই বাড়ছে। এ অবস্থায় জাতীয় স্বার্থকে সর্বোচ্চ অগ্রাধিকার দিয়ে পররাষ্ট্রনীতি নির্ধারণের পরামর্শ দিয়েছেন তারা।	[414, 1359, 592, 1454]
reporter-byline: ◉ নিজস্ব প্রতিনিধি	[856, 1277, 926, 1288]
body-paragraph: আন্তর্জাতিক গণমাধ্যমের খবরে বলা হয়েছে, ইউরোপের দেশগুলো নবায়নযোগ্য জ্বালানির দিকে দ্রুত এগোচ্ছে। সৌর ও বায়ুবিদ্যুতে বিনিয়োগ বাড়ছে প্রতি বছর। জলবায়ু পরিবর্তন মোকাবিলায় কার্বন নিঃসরণ কমানোর লক্ষ্যমাত্রা পূরণে কাজ করছে দেশগুলো।	[802, 1295, 980, 1389]
date-line: ২৯ ডিসেম্বর ২০২৩ ❑ ১৪ পৌষ ১৪৩০	[29, 50, 198, 63]
body-paragraph: গতকাল বৃহস্পতিবার দুপুরে রাজধানীর নির্বাচন ভবনে সাংবাদিকদের প্রশ্নের জবাবে তিনি এসব কথা বলেন। তিনি বলেন, দ্বাদশ জাতীয় সংসদ নির্বাচন অবাধ, সুষ্ঠু ও নিরপেক্ষ করতে নির্বাচন কমিশন সব ধরনের প্রস্তুতি সম্পন্ন করেছে। ভোটারদের নির্বিঘ্নে কেন্দ্রে যাওয়ার পরিবেশ নিশ্চিত করা হবে।	[996, 825, 1173, 920]
body-paragraph: অনুষ্ঠানে আরও উপস্থিত ছিলেন দলের কেন্দ্রীয় নেতারা, স্থানীয় জনপ্রতিনিধি ও বিশিষ্ট ব্যক্তিবর্গ। বক্তারা বলেন, উন্নয়নের ধারাবাহিকতা রক্ষায় নৌকা মার্কায় ভোট দেওয়ার বিকল্প নেই। তারা ভোটারদের কেন্দ্রে গিয়ে ভোটাধিকার প্রয়োগের আহ্বান জানান।	[27, 1260, 204, 1354]
body-paragraph: গতকাল বৃহস্পতিবার দুপুরে রাজধানীর নির্বাচন ভবনে সাংবাদিকদের প্রশ্নের জবাবে তিনি এসব কথা বলেন। তিনি বলেন, দ্বাদশ জাতীয় সংসদ নির্বাচন অবাধ, সুষ্ঠু ও নিরপেক্ষ করতে নির্বাচন কমিশন সব ধরনের প্রস্তুতি সম্পন্ন করেছে। ভোটারদের নির্বিঘ্নে কেন্দ্রে যাওয়ার পরিবেশ নিশ্চিত করা হবে।	[220, 464, 398, 559]
article	[415, 825, 592, 1284]
article	[221, 567, 398, 797]
body-paragraph: দলীয় সূত্রে জানা গেছে, আসনটিতে ক্ষমতাসীন দলের প্রার্থীর পক্ষে নেতাকর্মীরা ব্যাপক প্রচারণা চালাচ্ছেন। পাড়া-মহল্লায় উঠান বৈঠক, পথসভা ও গণসংযোগ অব্যাহত রয়েছে। ভোটারদের দ্বারে দ্বারে গিয়ে উন্নয়নের ফিরিস্তি তুলে ধরছেন তারা।	[220, 616, 398, 697]
article	[802, 933, 979, 1201]
body-paragraph: দলীয় সূত্রে জানা গেছে, আসনটিতে ক্ষমতাসীন দলের প্রার্থীর পক্ষে নেতাকর্মীরা ব্যাপক প্রচারণা চালাচ্ছেন। পাড়া-মহল্লায় উঠান বৈঠক, পথসভা ও গণসংযোগ অব্যাহত রয়েছে। ভোটারদের দ্বারে দ্বারে গিয়ে উন্নয়নের ফিরিস্তি তুলে ধরছেন তারা।	[414, 1556, 592, 1637]
continuation-note: প্রথম পৃষ্ঠার পর	[475, 1341, 531, 1352]
article-headline: বড় ধরনের আচরণবিধি লঙ্ঘন হচ্ছে না: সিইসি	[618, 237, 776, 280]
body-paragraph: স্থানীয় প্রশাসন জানিয়েছে, ভোটকেন্দ্রের নিরাপত্তায় আইনশৃঙ্খলা বাহিনীর পাশাপাশি আনসার সদস্য মোতায়েন থাকবে। স্ট্রাইকিং ফোর্স হিসেবে কাজ করবে র‍্যাব, বিজিবি ও সেনাবাহিনী। কোনো ধরনের বিশৃঙ্খলা সৃষ্টির চেষ্টা করলে কঠোর হাতে দমন করা হবে।	[220, 1385, 398, 1480]
article-headline: দেশ-বিদেশে অনেক চক্রান্ত চলছে	[425, 195, 581, 232]
body-paragraph: সংশ্লিষ্ট সূত্র জানায়, আগামী ৭ জানুয়ারি অনুষ্ঠেয় দ্বাদশ জাতীয় সংসদ নির্বাচনকে সামনে রেখে সারা দেশে নিরাপত্তা জোরদার করা হয়েছে। ইতোমধ্যে ভোটগ্রহণ কর্মকর্তাদের প্রশিক্ষণ সম্পন্ন হয়েছে। ব্যালট পেপারসহ নির্বাচনী সামগ্রী জেলায় জেলায় পাঠানো শুরু হয়েছে।	[802, 380, 980, 474]
continuation-note: প্রথম পৃষ্ঠার পর	[475, 238, 531, 249]
body-paragraph: এদিকে বিরোধী দলগুলো নির্বাচন বর্জনের ঘোষণা দিয়ে লিফলেট বিতরণ কর্মসূচি পালন করছে। তারা ভোটারদের কেন্দ্রে না যাওয়ার আহ্বান জানাচ্ছে। তবে নির্বাচন কমিশন বলছে, ভোটের পরিবেশ নষ্ট করার চেষ্টা করলে আইনানুগ ব্যবস্থা নেওয়া হবে।	[220, 992, 398, 1086]
body-paragraph: এদিকে বিরোধী দলগুলো নির্বাচন বর্জনের ঘোষণা দিয়ে লিফলেট বিতরণ কর্মসূচি পালন করছে। তারা ভোটারদের কেন্দ্রে না যাওয়ার আহ্বান জানাচ্ছে। তবে নির্বাচন কমিশন বলছে, ভোটের পরিবেশ নষ্ট করার চেষ্টা করলে আইনানুগ ব্যবস্থা নেওয়া হবে।	[414, 1458, 592, 1552]
article	[996, 673, 1173, 922]
article	[608, 229, 785, 1341]
